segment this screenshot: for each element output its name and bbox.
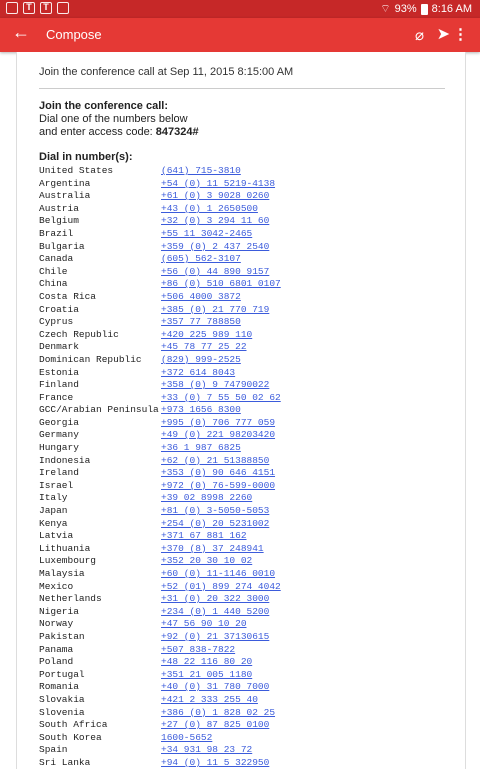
country-name: South Korea bbox=[39, 731, 102, 743]
dial-in-row bbox=[39, 341, 281, 354]
dial-in-row bbox=[39, 568, 281, 581]
country-name: Slovakia bbox=[39, 693, 85, 705]
dial-in-row bbox=[39, 278, 281, 291]
dial-in-row bbox=[39, 203, 281, 216]
country-name: Finland bbox=[39, 379, 79, 391]
status-right bbox=[380, 2, 472, 16]
country-name: Ireland bbox=[39, 467, 79, 479]
country-name: Japan bbox=[39, 505, 68, 517]
phone-number-link[interactable]: +33 (0) 7 55 50 02 62 bbox=[161, 391, 281, 403]
phone-number-link[interactable]: +27 (0) 87 825 0100 bbox=[161, 719, 270, 731]
country-name: Sri Lanka bbox=[39, 756, 91, 768]
access-code: 847324# bbox=[155, 126, 199, 138]
phone-number-link[interactable]: +973 1656 8300 bbox=[161, 404, 241, 416]
phone-number-link[interactable]: +254 (0) 20 5231002 bbox=[161, 517, 270, 529]
country-name: South Africa bbox=[39, 719, 108, 731]
briefcase-icon bbox=[57, 2, 69, 14]
dial-in-row bbox=[39, 492, 281, 505]
dial-in-row bbox=[39, 329, 281, 342]
dial-in-row bbox=[39, 518, 281, 531]
country-name: Indonesia bbox=[39, 454, 91, 466]
country-name: Estonia bbox=[39, 366, 79, 378]
country-name: Portugal bbox=[39, 668, 85, 680]
country-name: Australia bbox=[39, 190, 91, 202]
phone-number-link[interactable]: +55 11 3042-2465 bbox=[161, 227, 253, 239]
country-name: Romania bbox=[39, 681, 79, 693]
country-name: Germany bbox=[39, 429, 79, 441]
phone-number-link[interactable]: +47 56 90 10 20 bbox=[161, 618, 247, 630]
country-name: Czech Republic bbox=[39, 328, 119, 340]
phone-number-link[interactable]: +45 78 77 25 22 bbox=[161, 341, 247, 353]
dial-in-row bbox=[39, 404, 281, 417]
phone-number-link[interactable]: +60 (0) 11-1146 0010 bbox=[161, 568, 276, 579]
dial-in-row bbox=[39, 757, 281, 770]
country-name: Israel bbox=[39, 479, 74, 491]
country-name: Panama bbox=[39, 643, 74, 655]
country-name: Georgia bbox=[39, 416, 79, 428]
country-name: Poland bbox=[39, 656, 74, 668]
country-name: Malaysia bbox=[39, 568, 85, 579]
dial-in-row bbox=[39, 681, 281, 694]
phone-number-link[interactable]: +507 838-7822 bbox=[161, 643, 236, 655]
dial-in-row bbox=[39, 480, 281, 493]
intro-line-2 bbox=[39, 126, 199, 139]
country-name: Denmark bbox=[39, 341, 79, 353]
phone-number-link[interactable]: +351 21 005 1180 bbox=[161, 668, 253, 680]
phone-number-link[interactable]: (605) 562-3107 bbox=[161, 253, 241, 265]
phone-number-link[interactable]: +358 (0) 9 74790022 bbox=[161, 379, 270, 391]
phone-number-link[interactable]: +92 (0) 21 37130615 bbox=[161, 630, 270, 642]
dial-in-row bbox=[39, 241, 281, 254]
phone-number-link[interactable]: +86 (0) 510 6801 0107 bbox=[161, 278, 281, 290]
divider bbox=[39, 88, 445, 89]
attachment-icon[interactable]: ⌀ bbox=[414, 27, 424, 44]
dial-in-row bbox=[39, 467, 281, 480]
phone-number-link[interactable]: (641) 715-3810 bbox=[161, 165, 241, 176]
phone-number-link[interactable]: +40 (0) 31 780 7000 bbox=[161, 681, 270, 693]
phone-number-link[interactable]: +370 (8) 37 248941 bbox=[161, 542, 264, 554]
dial-in-row bbox=[39, 631, 281, 644]
dial-in-row bbox=[39, 266, 281, 279]
phone-number-link[interactable]: +506 4000 3872 bbox=[161, 290, 241, 302]
dial-in-table bbox=[39, 165, 281, 770]
phone-number-link[interactable]: +420 225 989 110 bbox=[161, 328, 253, 340]
phone-number-link[interactable]: +81 (0) 3-5050-5053 bbox=[161, 505, 270, 517]
dial-in-row bbox=[39, 455, 281, 468]
dial-in-row bbox=[39, 530, 281, 543]
country-name: Spain bbox=[39, 744, 68, 756]
phone-number-link[interactable]: +386 (0) 1 828 02 25 bbox=[161, 706, 276, 718]
phone-number-link[interactable]: +39 02 8998 2260 bbox=[161, 492, 253, 504]
send-icon[interactable]: ➤ bbox=[436, 26, 450, 43]
dial-in-row bbox=[39, 656, 281, 669]
phone-number-link[interactable]: +352 20 30 10 02 bbox=[161, 555, 253, 567]
country-name: Argentina bbox=[39, 177, 91, 189]
phone-number-link[interactable]: +972 (0) 76-599-0000 bbox=[161, 479, 276, 491]
dial-in-row bbox=[39, 505, 281, 518]
compose-body[interactable] bbox=[16, 52, 466, 769]
country-name: Mexico bbox=[39, 580, 74, 592]
country-name: Cyprus bbox=[39, 316, 74, 328]
battery-icon bbox=[421, 4, 428, 15]
phone-number-link[interactable]: +52 (01) 899 274 4042 bbox=[161, 580, 281, 592]
intro-line-2-text: and enter access code: bbox=[39, 126, 156, 138]
country-name: China bbox=[39, 278, 68, 290]
notification-icons bbox=[6, 2, 69, 14]
phone-number-link[interactable]: +49 (0) 221 98203420 bbox=[161, 429, 276, 441]
phone-number-link[interactable]: +372 614 8043 bbox=[161, 366, 236, 378]
dial-in-row bbox=[39, 618, 281, 631]
phone-number-link[interactable]: +385 (0) 21 770 719 bbox=[161, 303, 270, 315]
phone-number-link[interactable]: +234 (0) 1 440 5200 bbox=[161, 605, 270, 617]
dial-in-row bbox=[39, 719, 281, 732]
phone-number-link[interactable]: +94 (0) 11 5 322950 bbox=[161, 756, 270, 768]
dial-in-row bbox=[39, 354, 281, 367]
phone-number-link[interactable]: +421 2 333 255 40 bbox=[161, 693, 258, 705]
dial-in-row bbox=[39, 367, 281, 380]
dial-in-row bbox=[39, 429, 281, 442]
wifi-icon: ⌔ bbox=[380, 3, 391, 15]
dial-in-row bbox=[39, 379, 281, 392]
phone-number-link[interactable]: +31 (0) 20 322 3000 bbox=[161, 593, 270, 605]
app-bar bbox=[0, 18, 480, 52]
intro-heading: Join the conference call: bbox=[39, 100, 168, 112]
phone-number-link[interactable]: +61 (0) 3 9028 0260 bbox=[161, 190, 270, 202]
dial-in-row bbox=[39, 178, 281, 191]
phone-number-link[interactable]: (829) 999-2525 bbox=[161, 353, 241, 365]
phone-number-link[interactable]: +43 (0) 1 2650500 bbox=[161, 202, 258, 214]
back-arrow-icon[interactable]: ← bbox=[12, 22, 30, 42]
country-name: Nigeria bbox=[39, 605, 79, 617]
clock: 8:16 AM bbox=[431, 3, 472, 15]
phone-number-link[interactable]: +359 (0) 2 437 2540 bbox=[161, 240, 270, 252]
phone-number-link[interactable]: +48 22 116 80 20 bbox=[161, 656, 253, 668]
dial-in-row bbox=[39, 707, 281, 720]
dial-in-row bbox=[39, 392, 281, 405]
dial-in-row bbox=[39, 291, 281, 304]
phone-number-link[interactable]: 1600-5652 bbox=[161, 731, 213, 743]
conference-intro bbox=[39, 100, 199, 139]
phone-number-link[interactable]: +36 1 987 6825 bbox=[161, 442, 241, 454]
country-name: Italy bbox=[39, 492, 68, 504]
dial-in-row bbox=[39, 316, 281, 329]
country-name: United States bbox=[39, 165, 114, 176]
country-name: Dominican Republic bbox=[39, 353, 142, 365]
phone-number-link[interactable]: +34 931 98 23 72 bbox=[161, 744, 253, 756]
dial-in-heading: Dial in number(s): bbox=[39, 151, 133, 163]
dial-in-row bbox=[39, 555, 281, 568]
dial-in-row bbox=[39, 581, 281, 594]
country-name: Costa Rica bbox=[39, 290, 97, 302]
status-bar bbox=[0, 0, 480, 18]
phone-number-link[interactable]: +32 (0) 3 294 11 60 bbox=[161, 215, 270, 227]
dial-in-row bbox=[39, 228, 281, 241]
dial-in-row bbox=[39, 442, 281, 455]
country-name: Luxembourg bbox=[39, 555, 97, 567]
dial-in-row bbox=[39, 593, 281, 606]
dial-in-row bbox=[39, 253, 281, 266]
phone-number-link[interactable]: +357 77 788850 bbox=[161, 316, 241, 328]
country-name: Austria bbox=[39, 202, 79, 214]
dial-in-row bbox=[39, 744, 281, 757]
dial-in-row bbox=[39, 606, 281, 619]
country-name: Latvia bbox=[39, 530, 74, 542]
dial-in-row bbox=[39, 644, 281, 657]
country-name: Kenya bbox=[39, 517, 68, 529]
country-name: France bbox=[39, 391, 74, 403]
country-name: Lithuania bbox=[39, 542, 91, 554]
dial-in-row bbox=[39, 732, 281, 745]
country-name: GCC/Arabian Peninsula bbox=[39, 404, 159, 416]
battery-percent: 93% bbox=[394, 3, 417, 15]
nyt-icon: T bbox=[23, 2, 35, 14]
country-name: Brazil bbox=[39, 227, 74, 239]
country-name: Chile bbox=[39, 265, 68, 277]
country-name: Croatia bbox=[39, 303, 79, 315]
dial-in-row bbox=[39, 417, 281, 430]
gallery-icon bbox=[6, 2, 18, 14]
subject-line[interactable]: Join the conference call at Sep 11, 2015 8:15:00 AM bbox=[39, 66, 294, 78]
intro-line-1: Dial one of the numbers below bbox=[39, 113, 188, 125]
phone-number-link[interactable]: +353 (0) 90 646 4151 bbox=[161, 467, 276, 479]
country-name: Slovenia bbox=[39, 706, 85, 718]
dial-in-row bbox=[39, 304, 281, 317]
dial-in-row bbox=[39, 669, 281, 682]
dial-in-row bbox=[39, 190, 281, 203]
dial-in-row bbox=[39, 165, 281, 178]
country-name: Belgium bbox=[39, 215, 79, 227]
phone-number-link[interactable]: +995 (0) 706 777 059 bbox=[161, 416, 276, 428]
dial-in-row bbox=[39, 694, 281, 707]
country-name: Canada bbox=[39, 253, 74, 265]
phone-number-link[interactable]: +371 67 881 162 bbox=[161, 530, 247, 542]
phone-number-link[interactable]: +62 (0) 21 51388850 bbox=[161, 454, 270, 466]
nyt-icon: T bbox=[40, 2, 52, 14]
dial-in-row bbox=[39, 215, 281, 228]
page-title: Compose bbox=[46, 27, 102, 42]
phone-number-link[interactable]: +56 (0) 44 890 9157 bbox=[161, 265, 270, 277]
more-options-icon[interactable]: ⋮ bbox=[453, 26, 468, 43]
country-name: Netherlands bbox=[39, 593, 102, 605]
country-name: Hungary bbox=[39, 442, 79, 454]
country-name: Pakistan bbox=[39, 630, 85, 642]
dial-in-row bbox=[39, 543, 281, 556]
phone-number-link[interactable]: +54 (0) 11 5219-4138 bbox=[161, 177, 276, 189]
country-name: Norway bbox=[39, 618, 74, 630]
country-name: Bulgaria bbox=[39, 240, 85, 252]
